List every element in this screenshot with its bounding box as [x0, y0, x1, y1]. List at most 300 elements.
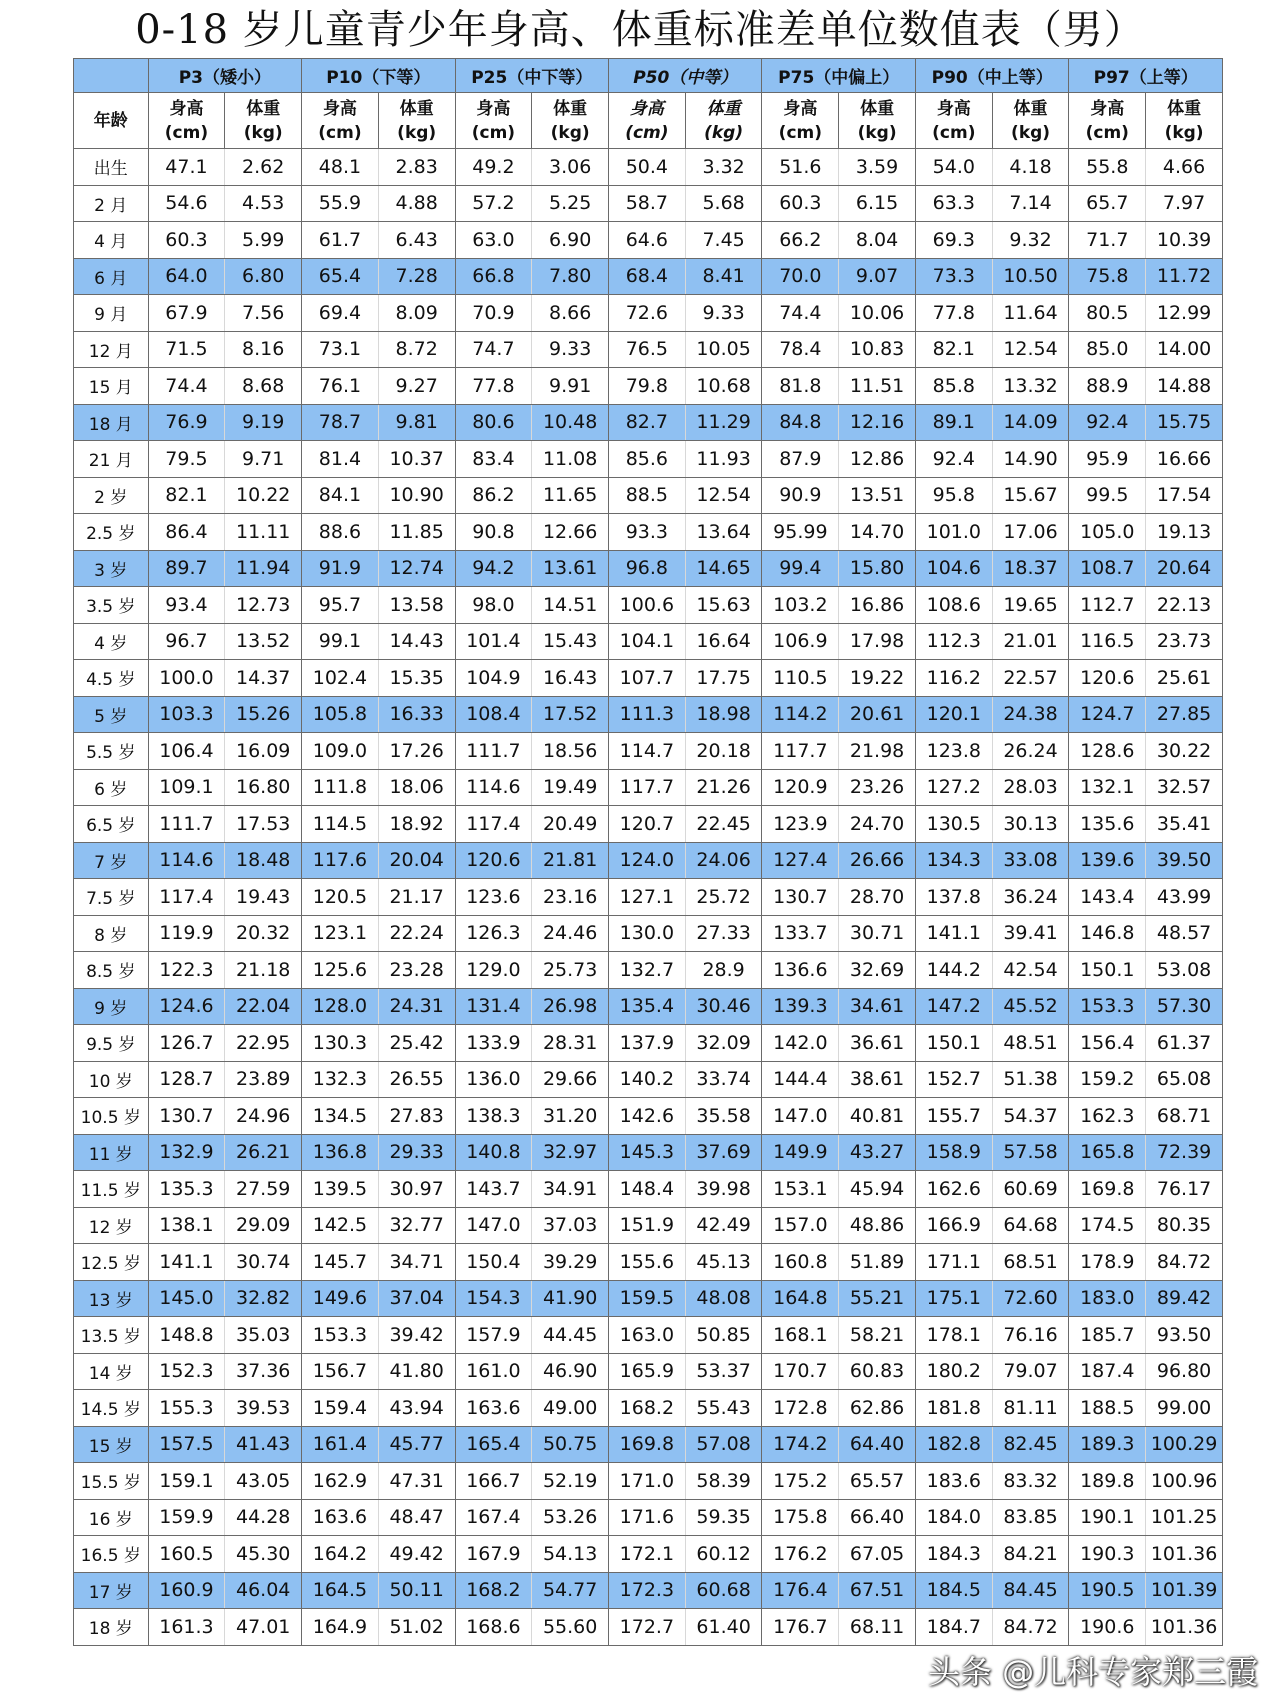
height-cell: 184.7: [915, 1609, 992, 1646]
table-row: [74, 1098, 1223, 1135]
height-cell: 163.6: [302, 1499, 379, 1536]
weight-label: 体重: [1167, 98, 1202, 119]
height-label: 身高: [629, 98, 664, 119]
height-cell: 147.0: [762, 1098, 839, 1135]
height-cell: 166.7: [455, 1463, 532, 1500]
weight-cell: 17.54: [1146, 477, 1223, 514]
height-cell: 182.8: [915, 1426, 992, 1463]
weight-cell: 9.33: [532, 331, 609, 368]
weight-cell: 21.17: [378, 879, 455, 916]
weight-cell: 19.65: [992, 587, 1069, 624]
weight-cell: 9.71: [225, 441, 302, 478]
percentile-header-row: [74, 59, 1223, 93]
weight-cell: 22.13: [1146, 587, 1223, 624]
weight-cell: 16.09: [225, 733, 302, 770]
weight-cell: 101.36: [1146, 1536, 1223, 1573]
height-header: [302, 93, 379, 149]
height-unit: (cm): [932, 122, 976, 143]
height-unit: (cm): [1085, 122, 1129, 143]
weight-cell: 27.83: [378, 1098, 455, 1135]
weight-label: 体重: [860, 98, 895, 119]
height-cell: 92.4: [1069, 404, 1146, 441]
weight-cell: 23.26: [839, 769, 916, 806]
weight-cell: 25.72: [685, 879, 762, 916]
weight-cell: 44.28: [225, 1499, 302, 1536]
weight-cell: 72.60: [992, 1280, 1069, 1317]
age-cell: 15 月: [74, 368, 149, 405]
height-cell: 63.3: [915, 185, 992, 222]
height-cell: 104.6: [915, 550, 992, 587]
height-cell: 92.4: [915, 441, 992, 478]
weight-cell: 13.52: [225, 623, 302, 660]
weight-cell: 79.07: [992, 1353, 1069, 1390]
height-cell: 55.9: [302, 185, 379, 222]
weight-unit: (kg): [857, 122, 897, 143]
height-cell: 106.9: [762, 623, 839, 660]
weight-header: [1146, 93, 1223, 149]
table-row: [74, 1171, 1223, 1208]
weight-cell: 11.11: [225, 514, 302, 551]
height-cell: 133.7: [762, 915, 839, 952]
height-cell: 55.8: [1069, 149, 1146, 186]
age-cell: 9 月: [74, 295, 149, 332]
weight-cell: 93.50: [1146, 1317, 1223, 1354]
percentile-header: P50（中等）: [609, 59, 762, 93]
height-cell: 124.6: [148, 988, 225, 1025]
height-cell: 117.7: [762, 733, 839, 770]
weight-cell: 22.04: [225, 988, 302, 1025]
height-cell: 101.0: [915, 514, 992, 551]
weight-cell: 11.29: [685, 404, 762, 441]
height-cell: 166.9: [915, 1207, 992, 1244]
weight-cell: 81.11: [992, 1390, 1069, 1427]
height-cell: 169.8: [1069, 1171, 1146, 1208]
height-cell: 165.9: [609, 1353, 686, 1390]
height-cell: 79.8: [609, 368, 686, 405]
height-cell: 155.3: [148, 1390, 225, 1427]
height-cell: 75.8: [1069, 258, 1146, 295]
weight-cell: 68.11: [839, 1609, 916, 1646]
weight-cell: 11.72: [1146, 258, 1223, 295]
weight-cell: 22.24: [378, 915, 455, 952]
weight-cell: 28.70: [839, 879, 916, 916]
weight-cell: 7.80: [532, 258, 609, 295]
height-cell: 108.7: [1069, 550, 1146, 587]
weight-cell: 55.21: [839, 1280, 916, 1317]
weight-cell: 55.60: [532, 1609, 609, 1646]
age-cell: 13 岁: [74, 1280, 149, 1317]
weight-cell: 30.46: [685, 988, 762, 1025]
height-cell: 130.7: [762, 879, 839, 916]
weight-cell: 18.56: [532, 733, 609, 770]
height-cell: 161.4: [302, 1426, 379, 1463]
weight-cell: 39.98: [685, 1171, 762, 1208]
height-cell: 160.5: [148, 1536, 225, 1573]
weight-cell: 8.72: [378, 331, 455, 368]
weight-cell: 15.26: [225, 696, 302, 733]
height-cell: 120.9: [762, 769, 839, 806]
weight-cell: 58.39: [685, 1463, 762, 1500]
height-cell: 86.2: [455, 477, 532, 514]
height-cell: 132.1: [1069, 769, 1146, 806]
weight-cell: 41.90: [532, 1280, 609, 1317]
weight-cell: 60.68: [685, 1572, 762, 1609]
height-cell: 47.1: [148, 149, 225, 186]
table-row: [74, 1463, 1223, 1500]
height-cell: 144.4: [762, 1061, 839, 1098]
height-label: 身高: [936, 98, 971, 119]
height-cell: 171.0: [609, 1463, 686, 1500]
height-cell: 160.8: [762, 1244, 839, 1281]
weight-cell: 21.98: [839, 733, 916, 770]
height-cell: 163.6: [455, 1390, 532, 1427]
height-cell: 111.7: [148, 806, 225, 843]
table-row: [74, 587, 1223, 624]
height-cell: 108.6: [915, 587, 992, 624]
weight-cell: 57.08: [685, 1426, 762, 1463]
height-cell: 74.4: [148, 368, 225, 405]
height-cell: 101.4: [455, 623, 532, 660]
height-cell: 72.6: [609, 295, 686, 332]
height-label: 身高: [783, 98, 818, 119]
height-cell: 88.6: [302, 514, 379, 551]
weight-cell: 39.53: [225, 1390, 302, 1427]
height-cell: 178.9: [1069, 1244, 1146, 1281]
weight-cell: 20.61: [839, 696, 916, 733]
height-cell: 93.3: [609, 514, 686, 551]
weight-cell: 101.36: [1146, 1609, 1223, 1646]
weight-cell: 5.25: [532, 185, 609, 222]
height-cell: 129.0: [455, 952, 532, 989]
weight-cell: 14.43: [378, 623, 455, 660]
weight-cell: 43.94: [378, 1390, 455, 1427]
age-cell: 16.5 岁: [74, 1536, 149, 1573]
table-row: [74, 1280, 1223, 1317]
weight-cell: 50.75: [532, 1426, 609, 1463]
height-cell: 76.9: [148, 404, 225, 441]
weight-unit: (kg): [704, 122, 744, 143]
height-cell: 127.1: [609, 879, 686, 916]
height-cell: 162.6: [915, 1171, 992, 1208]
age-cell: 7 岁: [74, 842, 149, 879]
table-row: [74, 1025, 1223, 1062]
weight-cell: 8.16: [225, 331, 302, 368]
height-cell: 137.9: [609, 1025, 686, 1062]
height-cell: 181.8: [915, 1390, 992, 1427]
weight-cell: 20.18: [685, 733, 762, 770]
height-cell: 95.7: [302, 587, 379, 624]
height-cell: 172.1: [609, 1536, 686, 1573]
height-cell: 71.5: [148, 331, 225, 368]
table-row: [74, 660, 1223, 697]
watermark: 头条 @儿科专家郑三霞: [928, 1653, 1259, 1691]
weight-cell: 14.90: [992, 441, 1069, 478]
weight-cell: 22.57: [992, 660, 1069, 697]
weight-cell: 37.03: [532, 1207, 609, 1244]
weight-cell: 37.36: [225, 1353, 302, 1390]
height-cell: 139.3: [762, 988, 839, 1025]
weight-cell: 24.46: [532, 915, 609, 952]
age-cell: 4 月: [74, 222, 149, 259]
weight-cell: 20.04: [378, 842, 455, 879]
weight-cell: 14.70: [839, 514, 916, 551]
table-row: [74, 806, 1223, 843]
height-cell: 74.7: [455, 331, 532, 368]
weight-cell: 10.83: [839, 331, 916, 368]
height-cell: 120.6: [1069, 660, 1146, 697]
weight-cell: 13.51: [839, 477, 916, 514]
weight-cell: 42.54: [992, 952, 1069, 989]
weight-cell: 61.40: [685, 1609, 762, 1646]
height-cell: 88.9: [1069, 368, 1146, 405]
weight-cell: 24.38: [992, 696, 1069, 733]
weight-cell: 53.08: [1146, 952, 1223, 989]
weight-cell: 8.66: [532, 295, 609, 332]
weight-cell: 16.43: [532, 660, 609, 697]
table-row: [74, 952, 1223, 989]
weight-cell: 26.98: [532, 988, 609, 1025]
height-cell: 65.4: [302, 258, 379, 295]
weight-cell: 64.68: [992, 1207, 1069, 1244]
weight-cell: 58.21: [839, 1317, 916, 1354]
weight-cell: 53.26: [532, 1499, 609, 1536]
weight-cell: 18.48: [225, 842, 302, 879]
age-cell: 9 岁: [74, 988, 149, 1025]
percentile-header: P75（中偏上）: [762, 59, 915, 93]
height-cell: 136.8: [302, 1134, 379, 1171]
weight-cell: 32.57: [1146, 769, 1223, 806]
height-cell: 151.9: [609, 1207, 686, 1244]
height-header: [148, 93, 225, 149]
weight-cell: 68.71: [1146, 1098, 1223, 1135]
weight-cell: 19.43: [225, 879, 302, 916]
weight-cell: 32.09: [685, 1025, 762, 1062]
height-cell: 89.1: [915, 404, 992, 441]
height-cell: 105.0: [1069, 514, 1146, 551]
weight-cell: 35.03: [225, 1317, 302, 1354]
height-cell: 148.4: [609, 1171, 686, 1208]
weight-cell: 46.04: [225, 1572, 302, 1609]
height-cell: 160.9: [148, 1572, 225, 1609]
height-cell: 82.1: [915, 331, 992, 368]
height-cell: 171.1: [915, 1244, 992, 1281]
weight-cell: 17.06: [992, 514, 1069, 551]
height-cell: 145.7: [302, 1244, 379, 1281]
table-row: [74, 915, 1223, 952]
height-cell: 109.1: [148, 769, 225, 806]
height-cell: 116.5: [1069, 623, 1146, 660]
weight-cell: 25.61: [1146, 660, 1223, 697]
height-cell: 111.3: [609, 696, 686, 733]
height-cell: 158.9: [915, 1134, 992, 1171]
height-cell: 148.8: [148, 1317, 225, 1354]
weight-cell: 76.17: [1146, 1171, 1223, 1208]
weight-cell: 100.96: [1146, 1463, 1223, 1500]
height-cell: 99.4: [762, 550, 839, 587]
age-cell: 6.5 岁: [74, 806, 149, 843]
height-cell: 142.0: [762, 1025, 839, 1062]
height-cell: 190.1: [1069, 1499, 1146, 1536]
height-cell: 141.1: [915, 915, 992, 952]
weight-cell: 30.22: [1146, 733, 1223, 770]
weight-unit: (kg): [397, 122, 437, 143]
weight-cell: 49.00: [532, 1390, 609, 1427]
age-cell: 12 月: [74, 331, 149, 368]
height-cell: 98.0: [455, 587, 532, 624]
height-cell: 169.8: [609, 1426, 686, 1463]
height-cell: 134.3: [915, 842, 992, 879]
weight-cell: 51.38: [992, 1061, 1069, 1098]
weight-cell: 60.69: [992, 1171, 1069, 1208]
height-cell: 125.6: [302, 952, 379, 989]
weight-cell: 48.51: [992, 1025, 1069, 1062]
weight-cell: 83.32: [992, 1463, 1069, 1500]
weight-cell: 8.41: [685, 258, 762, 295]
height-cell: 142.5: [302, 1207, 379, 1244]
table-row: [74, 149, 1223, 186]
weight-cell: 4.53: [225, 185, 302, 222]
age-cell: 11 岁: [74, 1134, 149, 1171]
table-row: [74, 550, 1223, 587]
height-unit: (cm): [778, 122, 823, 143]
height-cell: 130.0: [609, 915, 686, 952]
weight-cell: 68.51: [992, 1244, 1069, 1281]
weight-cell: 40.81: [839, 1098, 916, 1135]
height-unit: (cm): [625, 122, 669, 143]
height-cell: 190.5: [1069, 1572, 1146, 1609]
height-cell: 69.4: [302, 295, 379, 332]
weight-cell: 10.22: [225, 477, 302, 514]
weight-cell: 11.65: [532, 477, 609, 514]
weight-cell: 19.13: [1146, 514, 1223, 551]
height-cell: 120.7: [609, 806, 686, 843]
weight-cell: 57.58: [992, 1134, 1069, 1171]
weight-cell: 10.48: [532, 404, 609, 441]
height-cell: 107.7: [609, 660, 686, 697]
height-cell: 168.2: [455, 1572, 532, 1609]
weight-cell: 41.43: [225, 1426, 302, 1463]
height-cell: 117.4: [148, 879, 225, 916]
table-row: [74, 222, 1223, 259]
height-cell: 50.4: [609, 149, 686, 186]
height-cell: 156.7: [302, 1353, 379, 1390]
weight-cell: 16.66: [1146, 441, 1223, 478]
age-cell: 18 月: [74, 404, 149, 441]
weight-cell: 20.49: [532, 806, 609, 843]
weight-cell: 28.03: [992, 769, 1069, 806]
weight-cell: 34.61: [839, 988, 916, 1025]
weight-cell: 3.59: [839, 149, 916, 186]
weight-cell: 100.29: [1146, 1426, 1223, 1463]
height-cell: 49.2: [455, 149, 532, 186]
age-cell: 2 月: [74, 185, 149, 222]
weight-cell: 37.69: [685, 1134, 762, 1171]
height-cell: 143.4: [1069, 879, 1146, 916]
age-cell: 10 岁: [74, 1061, 149, 1098]
weight-header: [839, 93, 916, 149]
height-cell: 159.2: [1069, 1061, 1146, 1098]
weight-cell: 64.40: [839, 1426, 916, 1463]
height-cell: 153.3: [302, 1317, 379, 1354]
weight-cell: 32.69: [839, 952, 916, 989]
weight-cell: 9.07: [839, 258, 916, 295]
table-row: [74, 696, 1223, 733]
height-cell: 159.5: [609, 1280, 686, 1317]
height-cell: 117.4: [455, 806, 532, 843]
height-cell: 85.6: [609, 441, 686, 478]
height-cell: 149.9: [762, 1134, 839, 1171]
height-cell: 189.8: [1069, 1463, 1146, 1500]
growth-standard-table: [73, 58, 1223, 1646]
weight-cell: 8.04: [839, 222, 916, 259]
table-row: [74, 1390, 1223, 1427]
height-unit: (cm): [164, 122, 209, 143]
table-row: [74, 1134, 1223, 1171]
weight-cell: 26.55: [378, 1061, 455, 1098]
weight-cell: 6.15: [839, 185, 916, 222]
weight-cell: 11.93: [685, 441, 762, 478]
height-cell: 184.3: [915, 1536, 992, 1573]
height-cell: 54.6: [148, 185, 225, 222]
weight-cell: 45.94: [839, 1171, 916, 1208]
weight-cell: 13.61: [532, 550, 609, 587]
weight-cell: 12.73: [225, 587, 302, 624]
height-cell: 168.6: [455, 1609, 532, 1646]
height-cell: 60.3: [148, 222, 225, 259]
height-cell: 96.8: [609, 550, 686, 587]
weight-cell: 39.42: [378, 1317, 455, 1354]
height-label: 身高: [169, 98, 204, 119]
weight-cell: 11.51: [839, 368, 916, 405]
table-row: [74, 185, 1223, 222]
height-cell: 147.0: [455, 1207, 532, 1244]
height-cell: 103.3: [148, 696, 225, 733]
height-cell: 114.6: [148, 842, 225, 879]
height-cell: 172.7: [609, 1609, 686, 1646]
weight-cell: 89.42: [1146, 1280, 1223, 1317]
height-cell: 167.9: [455, 1536, 532, 1573]
age-cell: 4.5 岁: [74, 660, 149, 697]
weight-cell: 24.06: [685, 842, 762, 879]
weight-cell: 41.80: [378, 1353, 455, 1390]
weight-cell: 21.26: [685, 769, 762, 806]
height-cell: 175.1: [915, 1280, 992, 1317]
height-cell: 74.4: [762, 295, 839, 332]
weight-cell: 29.33: [378, 1134, 455, 1171]
weight-cell: 61.37: [1146, 1025, 1223, 1062]
table-row: [74, 1207, 1223, 1244]
height-cell: 76.5: [609, 331, 686, 368]
weight-cell: 34.91: [532, 1171, 609, 1208]
age-cell: 8 岁: [74, 915, 149, 952]
weight-cell: 34.71: [378, 1244, 455, 1281]
weight-cell: 39.50: [1146, 842, 1223, 879]
weight-cell: 27.59: [225, 1171, 302, 1208]
height-cell: 81.4: [302, 441, 379, 478]
height-cell: 165.8: [1069, 1134, 1146, 1171]
weight-cell: 42.49: [685, 1207, 762, 1244]
weight-cell: 84.45: [992, 1572, 1069, 1609]
weight-cell: 10.05: [685, 331, 762, 368]
weight-cell: 55.43: [685, 1390, 762, 1427]
height-cell: 157.5: [148, 1426, 225, 1463]
weight-cell: 20.32: [225, 915, 302, 952]
table-row: [74, 1353, 1223, 1390]
weight-cell: 12.66: [532, 514, 609, 551]
weight-cell: 99.00: [1146, 1390, 1223, 1427]
table-row: [74, 623, 1223, 660]
table-row: [74, 331, 1223, 368]
